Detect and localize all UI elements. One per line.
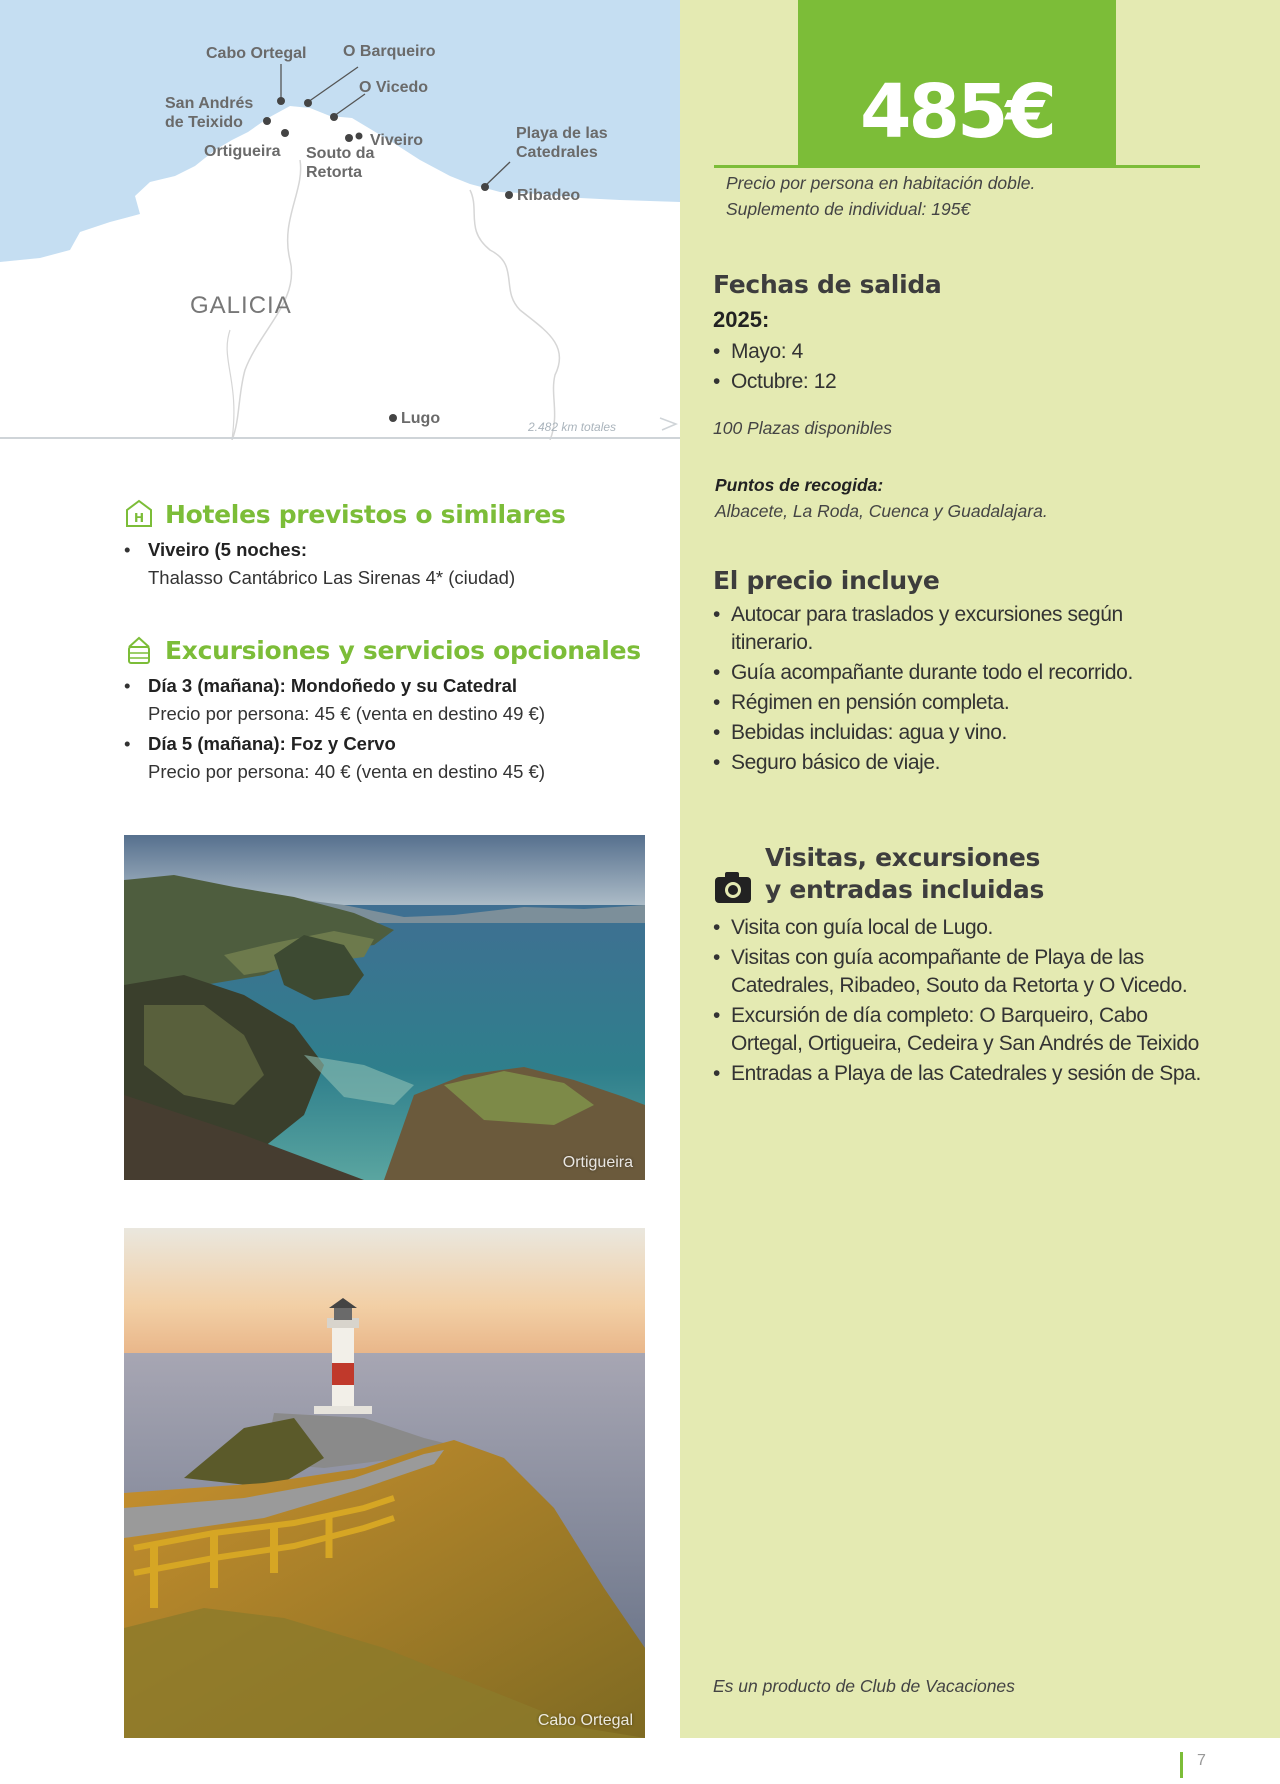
suitcase-icon — [124, 635, 154, 665]
page-number-bar — [1180, 1752, 1183, 1778]
list-item: • Guía acompañante durante todo el recorrido. — [713, 659, 1193, 687]
excursion-price: Precio por persona: 45 € (venta en destino 49 €) — [148, 703, 545, 724]
list-item — [124, 536, 624, 592]
hotel-place: • Viveiro (5 noches: — [148, 539, 308, 560]
photo-caption: Ortigueira — [562, 1154, 633, 1171]
list-item: • Entradas a Playa de las Catedrales y sesión de Spa. — [713, 1060, 1203, 1088]
map-label-ribadeo: Ribadeo — [517, 187, 581, 204]
page-number: 7 — [1197, 1752, 1206, 1769]
visits-title-line2: y entradas incluidas — [765, 875, 1045, 904]
list-item — [124, 672, 644, 728]
price-note-single: Suplemento de individual: 195€ — [726, 199, 971, 219]
list-item: • Visita con guía local de Lugo. — [713, 914, 1203, 942]
list-item: • Mayo: 4 — [713, 338, 1183, 366]
list-item: • Autocar para traslados y excursiones según itinerario. — [713, 601, 1193, 657]
price-divider — [714, 165, 1200, 168]
hotel-icon — [124, 498, 154, 528]
map-label-souto-da-retorta: Souto da Retorta — [306, 145, 375, 181]
list-item: • Seguro básico de viaje. — [713, 749, 1193, 777]
photo-caption: Cabo Ortegal — [537, 1712, 633, 1729]
excursion-name: • Día 5 (mañana): Foz y Cervo — [148, 733, 396, 754]
hotels-list — [124, 536, 624, 594]
hotels-title: Hoteles previstos o similares — [165, 500, 566, 529]
price-value: 485€ — [860, 69, 1054, 155]
dates-title: Fechas de salida — [713, 270, 942, 299]
dates-year: 2025: — [713, 307, 770, 332]
list-item: • Visitas con guía acompañante de Playa de las Catedrales, Ribadeo, Souto da Retorta y O Vicedo. — [713, 944, 1203, 1000]
producer-note: Es un producto de Club de Vacaciones — [713, 1676, 1015, 1696]
map-label-ortigueira: Ortigueira — [204, 143, 281, 160]
photo-cabo-ortegal — [124, 1228, 645, 1738]
list-item: • Octubre: 12 — [713, 368, 1183, 396]
map-label-o-barqueiro: O Barqueiro — [343, 43, 436, 60]
lighthouse-photo-graphic — [124, 1228, 645, 1738]
list-item: • Bebidas incluidas: agua y vino. — [713, 719, 1193, 747]
hotel-name: Thalasso Cantábrico Las Sirenas 4* (ciudad) — [148, 567, 516, 588]
route-map — [0, 0, 680, 440]
includes-title: El precio incluye — [713, 566, 940, 595]
pickup-title: Puntos de recogida: — [715, 475, 884, 495]
map-region-label: GALICIA — [190, 292, 292, 319]
excursions-list — [124, 672, 644, 788]
list-item: • Régimen en pensión completa. — [713, 689, 1193, 717]
photo-ortigueira — [124, 835, 645, 1180]
map-distance: 2.482 km totales — [528, 420, 617, 434]
visits-list — [713, 914, 1203, 1090]
map-label-lugo: Lugo — [401, 410, 441, 427]
includes-list — [713, 601, 1193, 779]
map-label-o-vicedo: O Vicedo — [359, 79, 429, 96]
map-label-playa-catedrales: Playa de las Catedrales — [516, 125, 608, 161]
dates-list — [713, 338, 1183, 398]
seats-available: 100 Plazas disponibles — [713, 418, 893, 438]
svg-text:H: H — [133, 511, 145, 525]
excursions-title: Excursiones y servicios opcionales — [165, 636, 641, 665]
map-label-san-andres: San Andrés de Teixido — [165, 95, 254, 131]
coast-photo-graphic — [124, 835, 645, 1180]
map-label-viveiro: Viveiro — [370, 132, 424, 149]
camera-icon — [714, 870, 752, 904]
list-item — [124, 730, 644, 786]
excursion-price: Precio por persona: 40 € (venta en destino 45 €) — [148, 761, 545, 782]
list-item: • Excursión de día completo: O Barqueiro, Cabo Ortegal, Ortigueira, Cedeira y San Andrés de Teixido — [713, 1002, 1203, 1058]
map-label-cabo-ortegal: Cabo Ortegal — [206, 45, 307, 62]
pickup-places: Albacete, La Roda, Cuenca y Guadalajara. — [715, 501, 1048, 521]
excursion-name: • Día 3 (mañana): Mondoñedo y su Catedral — [148, 675, 518, 696]
map-graphic — [0, 0, 680, 440]
price-note-double: Precio por persona en habitación doble. — [726, 173, 1036, 193]
visits-title-line1: Visitas, excursiones — [765, 843, 1041, 872]
price-box — [798, 0, 1116, 165]
